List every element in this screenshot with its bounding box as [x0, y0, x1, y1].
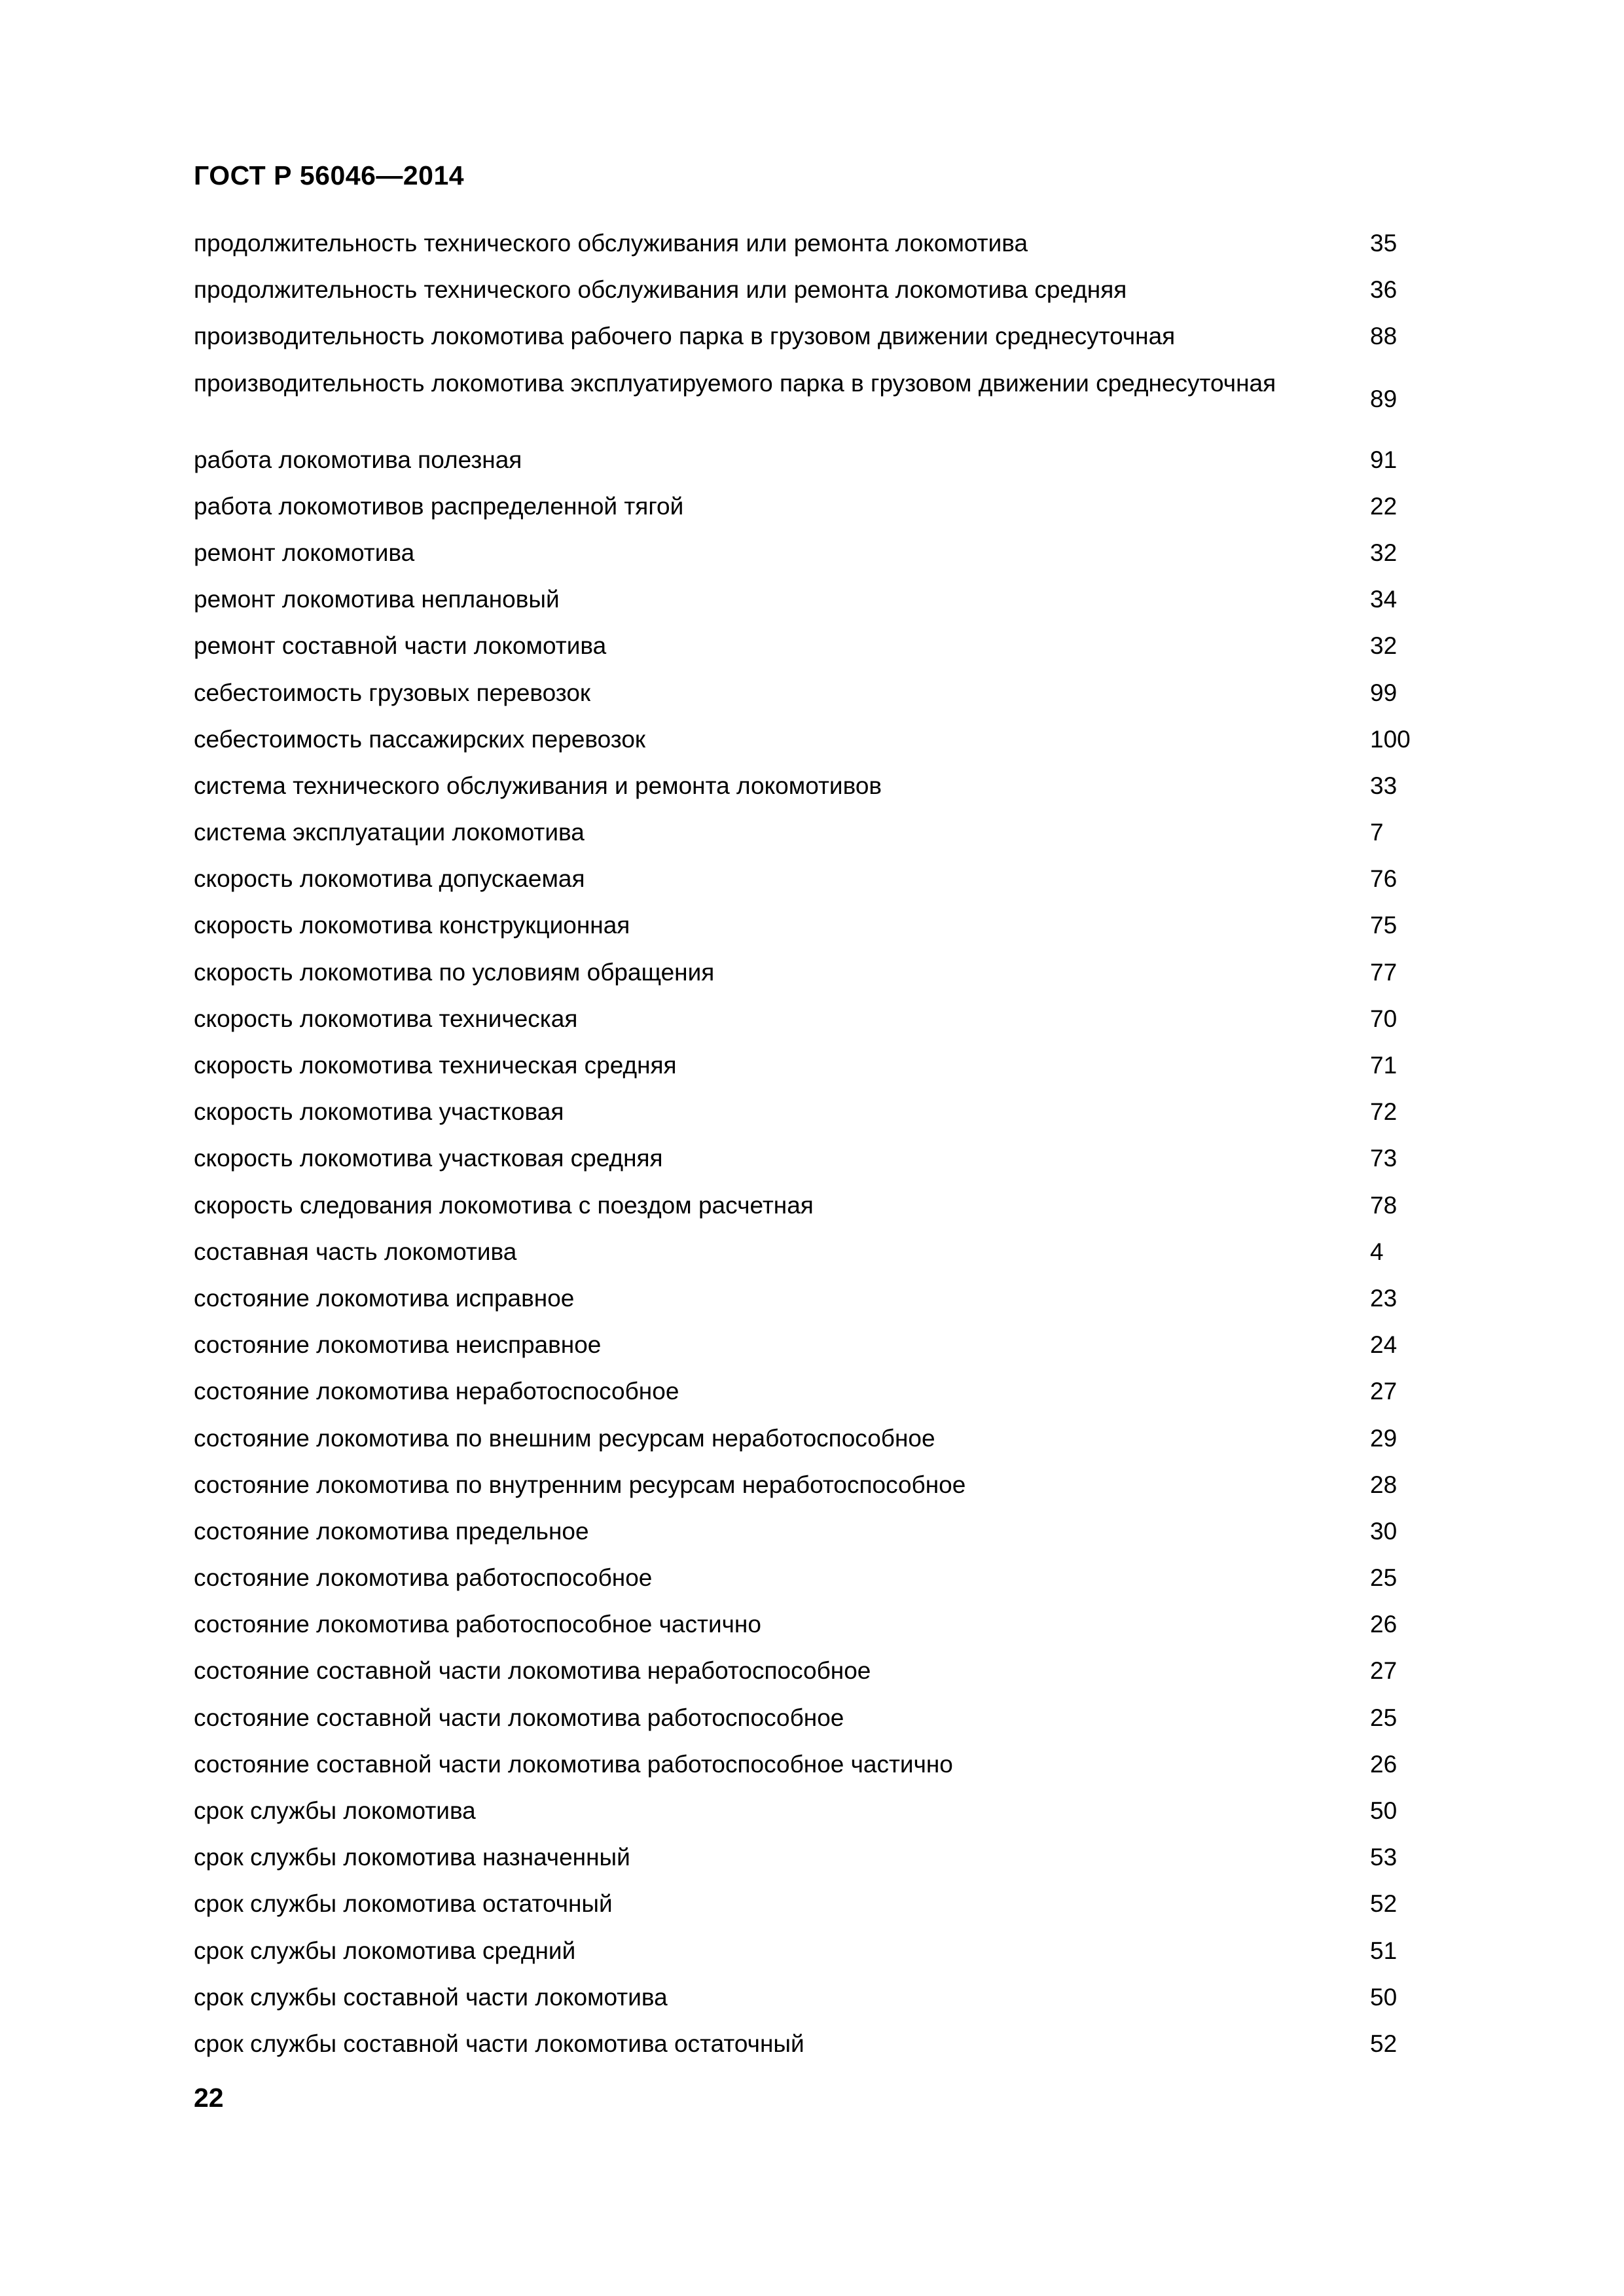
index-entry — [194, 220, 1437, 266]
index-entry — [194, 1321, 1437, 1368]
index-entry — [194, 1974, 1437, 2020]
index-number: 7 — [1370, 819, 1384, 846]
index-term: ремонт локомотива неплановый — [194, 586, 560, 613]
index-entry — [194, 1928, 1437, 1974]
index-term: себестоимость пассажирских перевозок — [194, 725, 646, 753]
index-term: состояние локомотива по внутренним ресурсам неработоспособное — [194, 1471, 966, 1498]
index-number: 99 — [1370, 679, 1398, 706]
index-entry — [194, 809, 1437, 855]
index-term: состояние локомотива неработоспособное — [194, 1378, 679, 1405]
index-number: 26 — [1370, 1750, 1398, 1778]
index-term: состояние локомотива исправное — [194, 1284, 575, 1312]
index-term: скорость локомотива техническая средняя — [194, 1052, 677, 1079]
index-entry — [194, 2020, 1437, 2067]
index-term: срок службы локомотива остаточный — [194, 1890, 613, 1918]
index-term: продолжительность технического обслуживания или ремонта локомотива средняя — [194, 276, 1127, 304]
index-number: 24 — [1370, 1331, 1398, 1359]
index-entry — [194, 1182, 1437, 1229]
index-term: скорость локомотива техническая — [194, 1005, 578, 1032]
index-entry — [194, 1554, 1437, 1601]
index-entry — [194, 266, 1437, 313]
index-term: состояние составной части локомотива неработоспособное — [194, 1657, 871, 1685]
index-term: работа локомотивов распределенной тягой — [194, 492, 684, 520]
index-number: 77 — [1370, 958, 1398, 986]
index-entry — [194, 1880, 1437, 1927]
index-number: 25 — [1370, 1704, 1398, 1731]
index-entry — [194, 1601, 1437, 1647]
index-number: 25 — [1370, 1564, 1398, 1592]
index-term: срок службы локомотива назначенный — [194, 1844, 630, 1871]
index-entry — [194, 437, 1437, 483]
index-term: срок службы составной части локомотива — [194, 1983, 668, 2011]
index-entry — [194, 1088, 1437, 1135]
index-term: составная часть локомотива — [194, 1238, 517, 1265]
index-entry — [194, 670, 1437, 716]
index-term: скорость локомотива конструкционная — [194, 912, 630, 939]
index-number: 32 — [1370, 632, 1398, 660]
index-entry — [194, 1834, 1437, 1880]
index-entry — [194, 529, 1437, 576]
index-term: ремонт составной части локомотива — [194, 632, 607, 660]
index-entry — [194, 1462, 1437, 1508]
index-entry — [194, 483, 1437, 529]
index-number: 91 — [1370, 446, 1398, 473]
index-number: 32 — [1370, 539, 1398, 566]
index-number: 29 — [1370, 1424, 1398, 1452]
index-term: срок службы составной части локомотива остаточный — [194, 2030, 804, 2057]
index-number: 75 — [1370, 912, 1398, 939]
index-term: состояние локомотива работоспособное частично — [194, 1611, 761, 1638]
index-term: работа локомотива полезная — [194, 446, 522, 473]
index-term: состояние локомотива неисправное — [194, 1331, 602, 1359]
index-number: 88 — [1370, 323, 1398, 350]
index-number: 89 — [1370, 385, 1398, 412]
index-entry — [194, 1042, 1437, 1088]
index-number: 34 — [1370, 586, 1398, 613]
index-entry — [194, 1741, 1437, 1787]
index-number: 30 — [1370, 1517, 1398, 1545]
index-term: скорость локомотива по условиям обращения — [194, 958, 715, 986]
index-term: срок службы локомотива средний — [194, 1937, 576, 1964]
index-number: 73 — [1370, 1145, 1398, 1172]
index-entry — [194, 1229, 1437, 1275]
index-entry — [194, 1135, 1437, 1181]
index-term: скорость локомотива участковая — [194, 1098, 564, 1126]
index-term: себестоимость грузовых перевозок — [194, 679, 591, 706]
index-number: 4 — [1370, 1238, 1384, 1265]
index-entry — [194, 576, 1437, 622]
index-term: скорость следования локомотива с поездом расчетная — [194, 1191, 814, 1219]
index-entry — [194, 762, 1437, 809]
index-entry — [194, 313, 1437, 359]
index-entry — [194, 1695, 1437, 1741]
index-number: 71 — [1370, 1052, 1398, 1079]
term-index-list — [194, 220, 1437, 2067]
index-number: 100 — [1370, 725, 1411, 753]
index-term: производительность локомотива эксплуатируемого парка в грузовом движении среднесуточная — [194, 369, 1276, 397]
index-term: состояние локомотива работоспособное — [194, 1564, 653, 1592]
index-number: 53 — [1370, 1844, 1398, 1871]
index-number: 33 — [1370, 772, 1398, 799]
index-term: продолжительность технического обслуживания или ремонта локомотива — [194, 230, 1028, 257]
index-term: производительность локомотива рабочего парка в грузовом движении среднесуточная — [194, 323, 1176, 350]
index-number: 52 — [1370, 1890, 1398, 1918]
index-number: 27 — [1370, 1378, 1398, 1405]
index-entry — [194, 360, 1437, 437]
index-entry — [194, 1275, 1437, 1321]
index-number: 28 — [1370, 1471, 1398, 1498]
index-term: срок службы локомотива — [194, 1797, 476, 1824]
index-entry — [194, 1368, 1437, 1414]
index-number: 27 — [1370, 1657, 1398, 1685]
index-entry — [194, 1415, 1437, 1462]
index-term: состояние локомотива предельное — [194, 1517, 589, 1545]
index-term: система эксплуатации локомотива — [194, 819, 585, 846]
index-number: 26 — [1370, 1611, 1398, 1638]
page-number: 22 — [194, 2083, 224, 2113]
index-entry — [194, 1787, 1437, 1834]
document-header: ГОСТ Р 56046—2014 — [194, 160, 465, 190]
index-number: 22 — [1370, 492, 1398, 520]
index-term: состояние локомотива по внешним ресурсам неработоспособное — [194, 1424, 935, 1452]
index-term: скорость локомотива участковая средняя — [194, 1145, 663, 1172]
index-number: 76 — [1370, 865, 1398, 893]
index-entry — [194, 996, 1437, 1042]
index-entry — [194, 902, 1437, 948]
index-number: 35 — [1370, 230, 1398, 257]
index-number: 36 — [1370, 276, 1398, 304]
index-entry — [194, 1647, 1437, 1694]
index-number: 50 — [1370, 1983, 1398, 2011]
index-number: 70 — [1370, 1005, 1398, 1032]
index-number: 52 — [1370, 2030, 1398, 2057]
index-number: 23 — [1370, 1284, 1398, 1312]
index-number: 72 — [1370, 1098, 1398, 1126]
index-entry — [194, 716, 1437, 762]
index-term: скорость локомотива допускаемая — [194, 865, 585, 893]
index-term: система технического обслуживания и ремонта локомотивов — [194, 772, 882, 799]
index-entry — [194, 949, 1437, 996]
index-number: 50 — [1370, 1797, 1398, 1824]
index-number: 78 — [1370, 1191, 1398, 1219]
index-term: состояние составной части локомотива работоспособное частично — [194, 1750, 953, 1778]
index-term: состояние составной части локомотива работоспособное — [194, 1704, 844, 1731]
index-entry — [194, 855, 1437, 902]
index-term: ремонт локомотива — [194, 539, 415, 566]
index-entry — [194, 622, 1437, 669]
index-number: 51 — [1370, 1937, 1398, 1964]
index-entry — [194, 1508, 1437, 1554]
